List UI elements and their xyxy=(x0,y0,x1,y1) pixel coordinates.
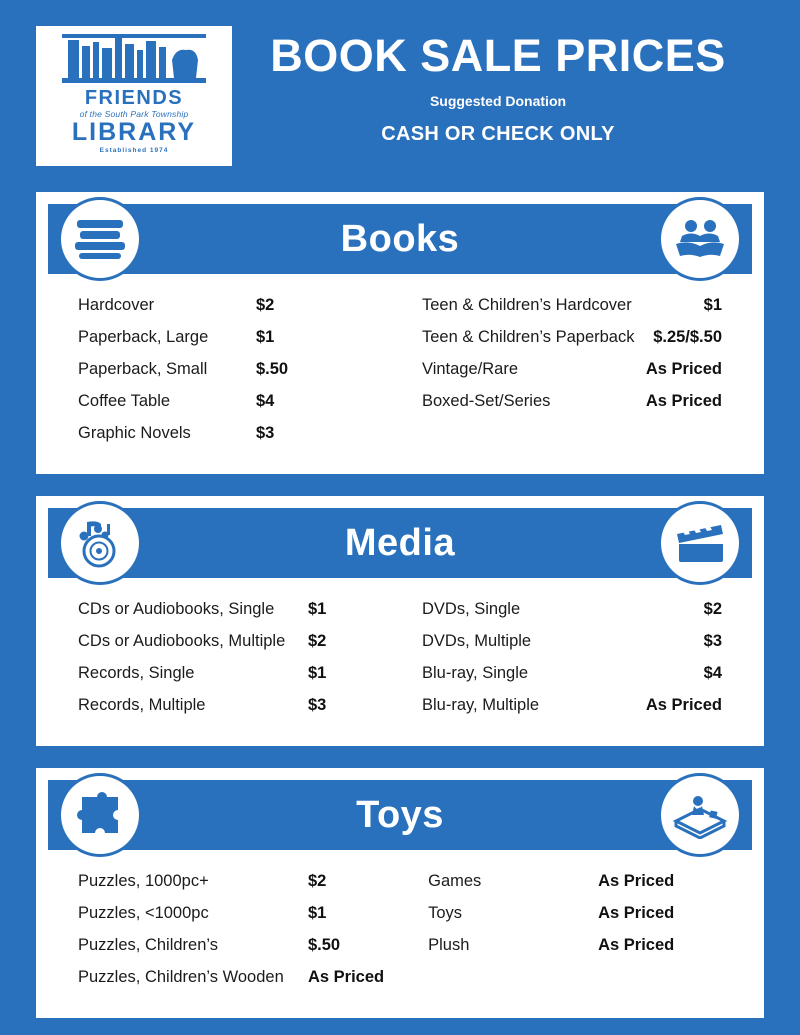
item-label: Plush xyxy=(428,936,470,954)
section-toys-rows xyxy=(48,850,752,1004)
item-label: Graphic Novels xyxy=(78,424,191,442)
suggested-donation-label: Suggested Donation xyxy=(429,93,567,110)
puzzle-piece-icon xyxy=(58,773,142,857)
header xyxy=(36,0,764,170)
item-price: $2 xyxy=(308,872,327,890)
section-toys xyxy=(36,768,764,1018)
item-label: Hardcover xyxy=(78,296,155,314)
section-toys-right-column xyxy=(406,872,722,1000)
item-label: Blu-ray, Multiple xyxy=(422,696,540,714)
price-row xyxy=(78,296,378,315)
item-label: CDs or Audiobooks, Single xyxy=(78,600,275,618)
item-price: As Priced xyxy=(598,872,675,890)
section-media-rows xyxy=(48,578,752,732)
price-row xyxy=(422,696,722,715)
price-row xyxy=(78,872,384,891)
price-row xyxy=(78,360,378,379)
item-price: $1 xyxy=(308,664,327,682)
item-price: $4 xyxy=(256,392,275,410)
item-label: Games xyxy=(428,872,482,890)
stacked-books-icon xyxy=(58,197,142,281)
logo-friends-text: FRIENDS xyxy=(84,87,184,109)
item-price: $1 xyxy=(308,600,327,618)
logo-township-text: of the South Park Township xyxy=(79,109,189,119)
item-label: Boxed-Set/Series xyxy=(422,392,551,410)
item-price: As Priced xyxy=(645,696,722,714)
section-books-title: Books xyxy=(340,217,460,260)
logo-library-text: LIBRARY xyxy=(71,117,197,146)
item-label: Records, Multiple xyxy=(78,696,206,714)
price-row xyxy=(78,904,384,923)
item-label: Teen & Children’s Hardcover xyxy=(422,296,632,314)
item-label: Puzzles, Children’s Wooden xyxy=(78,968,284,986)
item-label: Puzzles, Children’s xyxy=(78,936,219,954)
item-label: Coffee Table xyxy=(78,392,171,410)
price-row xyxy=(422,328,722,347)
item-price: As Priced xyxy=(598,904,675,922)
price-row xyxy=(78,936,384,955)
item-price: As Priced xyxy=(308,968,385,986)
section-toys-title: Toys xyxy=(356,793,444,836)
library-logo xyxy=(36,26,232,166)
item-label: Vintage/Rare xyxy=(422,360,519,378)
title-block xyxy=(232,26,764,146)
price-row xyxy=(422,360,722,379)
price-row xyxy=(78,968,384,987)
price-row xyxy=(428,872,722,891)
item-price: $2 xyxy=(256,296,275,314)
price-row xyxy=(78,632,378,651)
item-label: Records, Single xyxy=(78,664,195,682)
item-price: $2 xyxy=(308,632,327,650)
price-row xyxy=(422,600,722,619)
section-media-left-column xyxy=(78,600,400,728)
item-label: Puzzles, 1000pc+ xyxy=(78,872,209,890)
item-price: $3 xyxy=(703,632,722,650)
page-title: BOOK SALE PRICES xyxy=(270,30,726,81)
item-price: $.50 xyxy=(256,360,289,378)
music-note-record-icon xyxy=(58,501,142,585)
price-row xyxy=(422,296,722,315)
price-row xyxy=(78,328,378,347)
price-row xyxy=(422,632,722,651)
price-row xyxy=(78,424,378,443)
item-price: $1 xyxy=(703,296,722,314)
item-label: DVDs, Single xyxy=(422,600,521,618)
price-row xyxy=(78,664,378,683)
item-label: Paperback, Large xyxy=(78,328,209,346)
board-game-icon xyxy=(658,773,742,857)
section-books-right-column xyxy=(400,296,722,456)
bookshelf-icon xyxy=(54,32,214,86)
clapperboard-icon xyxy=(658,501,742,585)
payment-note: CASH OR CHECK ONLY xyxy=(381,123,615,146)
item-price: $1 xyxy=(308,904,327,922)
item-price: $.25/$.50 xyxy=(653,328,722,346)
price-row xyxy=(422,392,722,411)
item-price: As Priced xyxy=(645,392,722,410)
section-media-right-column xyxy=(400,600,722,728)
item-label: Blu-ray, Single xyxy=(422,664,529,682)
logo-established-text: Established 1974 xyxy=(99,146,169,154)
price-row xyxy=(422,664,722,683)
section-media-band xyxy=(48,508,752,578)
price-row xyxy=(78,600,378,619)
section-books-rows xyxy=(48,274,752,460)
price-row xyxy=(428,936,722,955)
item-label: Teen & Children’s Paperback xyxy=(422,328,635,346)
item-price: $3 xyxy=(308,696,327,714)
item-price: $.50 xyxy=(308,936,341,954)
item-price: $2 xyxy=(703,600,722,618)
section-media xyxy=(36,496,764,746)
section-toys-left-column xyxy=(78,872,406,1000)
price-row xyxy=(78,696,378,715)
section-toys-band xyxy=(48,780,752,850)
item-price: $4 xyxy=(703,664,722,682)
section-media-title: Media xyxy=(344,521,456,564)
price-row xyxy=(428,904,722,923)
item-label: Paperback, Small xyxy=(78,360,208,378)
item-label: Puzzles, <1000pc xyxy=(78,904,209,922)
price-row xyxy=(78,392,378,411)
item-label: CDs or Audiobooks, Multiple xyxy=(78,632,286,650)
section-books-band xyxy=(48,204,752,274)
item-price: As Priced xyxy=(645,360,722,378)
item-label: Toys xyxy=(428,904,463,922)
section-books-left-column xyxy=(78,296,400,456)
item-label: DVDs, Multiple xyxy=(422,632,532,650)
item-price: As Priced xyxy=(598,936,675,954)
children-reading-icon xyxy=(658,197,742,281)
section-books xyxy=(36,192,764,474)
item-price: $1 xyxy=(256,328,275,346)
item-price: $3 xyxy=(256,424,275,442)
